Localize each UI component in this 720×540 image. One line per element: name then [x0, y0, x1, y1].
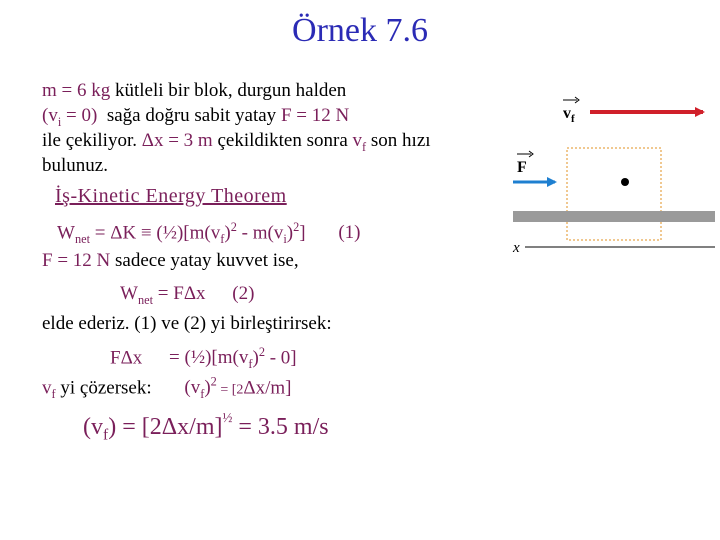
eq2-number: (2): [232, 283, 255, 304]
problem-text: çekildikten sonra: [212, 130, 353, 151]
problem-text: sağa doğru sabit yatay: [106, 105, 281, 126]
final-open: (v: [83, 413, 103, 440]
problem-line-3: [42, 130, 431, 155]
eq4-lhs-open: (v: [184, 377, 201, 399]
eq2-w: W: [120, 283, 138, 304]
eq1-sub2: i: [283, 232, 287, 247]
block-diagram: [505, 90, 715, 260]
vf-symbol: v: [352, 130, 363, 151]
eq4-text: yi çözersek:: [55, 377, 152, 399]
vi-open: (: [42, 105, 49, 126]
eq3-exp: 2: [258, 345, 265, 359]
eq3-eq: = (½)[m(v: [169, 347, 249, 369]
x-axis-label: x: [513, 240, 520, 256]
force-value: F = 12 N: [280, 105, 350, 126]
eq1-body: = ΔK ≡ (½)[m(v: [90, 222, 221, 244]
eq1-sub1: f: [220, 232, 225, 247]
eq4-lhs-sub: f: [200, 387, 205, 402]
equation-3: [110, 345, 297, 372]
eq1-paren2: ): [286, 222, 294, 244]
vi-value: = 0): [61, 105, 98, 126]
final-result-value: = 3.5 m/s: [232, 413, 329, 440]
eq4-lhs: [184, 375, 217, 402]
eq1-close: ]: [299, 222, 306, 244]
eq3-end: - 0]: [264, 347, 297, 369]
eq4-v-sub: f: [51, 387, 56, 402]
eq4-v: v: [42, 377, 52, 399]
problem-line-2: [42, 105, 349, 130]
eq3-paren: ): [252, 347, 259, 369]
eq3-left: FΔx: [110, 347, 143, 369]
force-value: F = 12 N: [42, 250, 111, 271]
force-label: F: [517, 159, 527, 176]
force-line: [42, 250, 299, 272]
problem-text: kütleli bir blok, durgun halden: [115, 80, 347, 101]
vi-symbol: v: [48, 105, 58, 126]
vf-label: $v_f$: [563, 105, 575, 125]
block: [567, 148, 661, 240]
eq1-mid: - m(v: [236, 222, 284, 244]
eq1-exp2: 2: [293, 220, 300, 234]
mass-value: m = 6 kg: [42, 80, 111, 101]
eq3-sub: f: [248, 357, 253, 372]
eq4-rhs: Δx/m]: [243, 377, 292, 399]
displacement-value: Δx = 3 m: [141, 130, 213, 151]
equation-2: [120, 283, 254, 308]
problem-line-1: [42, 80, 346, 102]
eq1-w: W: [57, 222, 75, 244]
eq2-body: = FΔx: [153, 283, 206, 304]
ground-surface: [513, 211, 715, 222]
eq1-exp1: 2: [230, 220, 237, 234]
final-eq: = [2Δx/m]: [116, 413, 223, 440]
equation-1: [57, 220, 360, 247]
eq1-w-sub: net: [74, 232, 91, 247]
eq2-w-sub: net: [137, 292, 154, 307]
combine-line: elde ederiz. (1) ve (2) yi birleştirirsek:: [42, 313, 332, 334]
equation-4: [42, 375, 292, 402]
eq1-paren1: ): [224, 222, 231, 244]
final-result: [83, 410, 329, 445]
force-text: sadece yatay kuvvet ise,: [110, 250, 299, 271]
final-exp: ½: [222, 410, 233, 425]
block-center-dot: [621, 178, 629, 186]
eq4-rhs-eq: = [2: [216, 382, 244, 398]
final-close: ): [108, 413, 117, 440]
vf-subscript: f: [362, 139, 367, 154]
page-title: Örnek 7.6: [292, 12, 428, 49]
problem-line-4: bulunuz.: [42, 155, 108, 176]
problem-text: ile çekiliyor.: [42, 130, 142, 151]
eq4-lhs-close: ): [204, 377, 211, 399]
eq1-number: (1): [338, 222, 361, 244]
theorem-heading: İş-Kinetic Energy Theorem: [55, 185, 287, 207]
problem-text: son hızı: [366, 130, 431, 151]
eq4-lhs-exp: 2: [210, 375, 217, 389]
final-sub: f: [103, 426, 109, 444]
vi-subscript: i: [57, 114, 62, 129]
